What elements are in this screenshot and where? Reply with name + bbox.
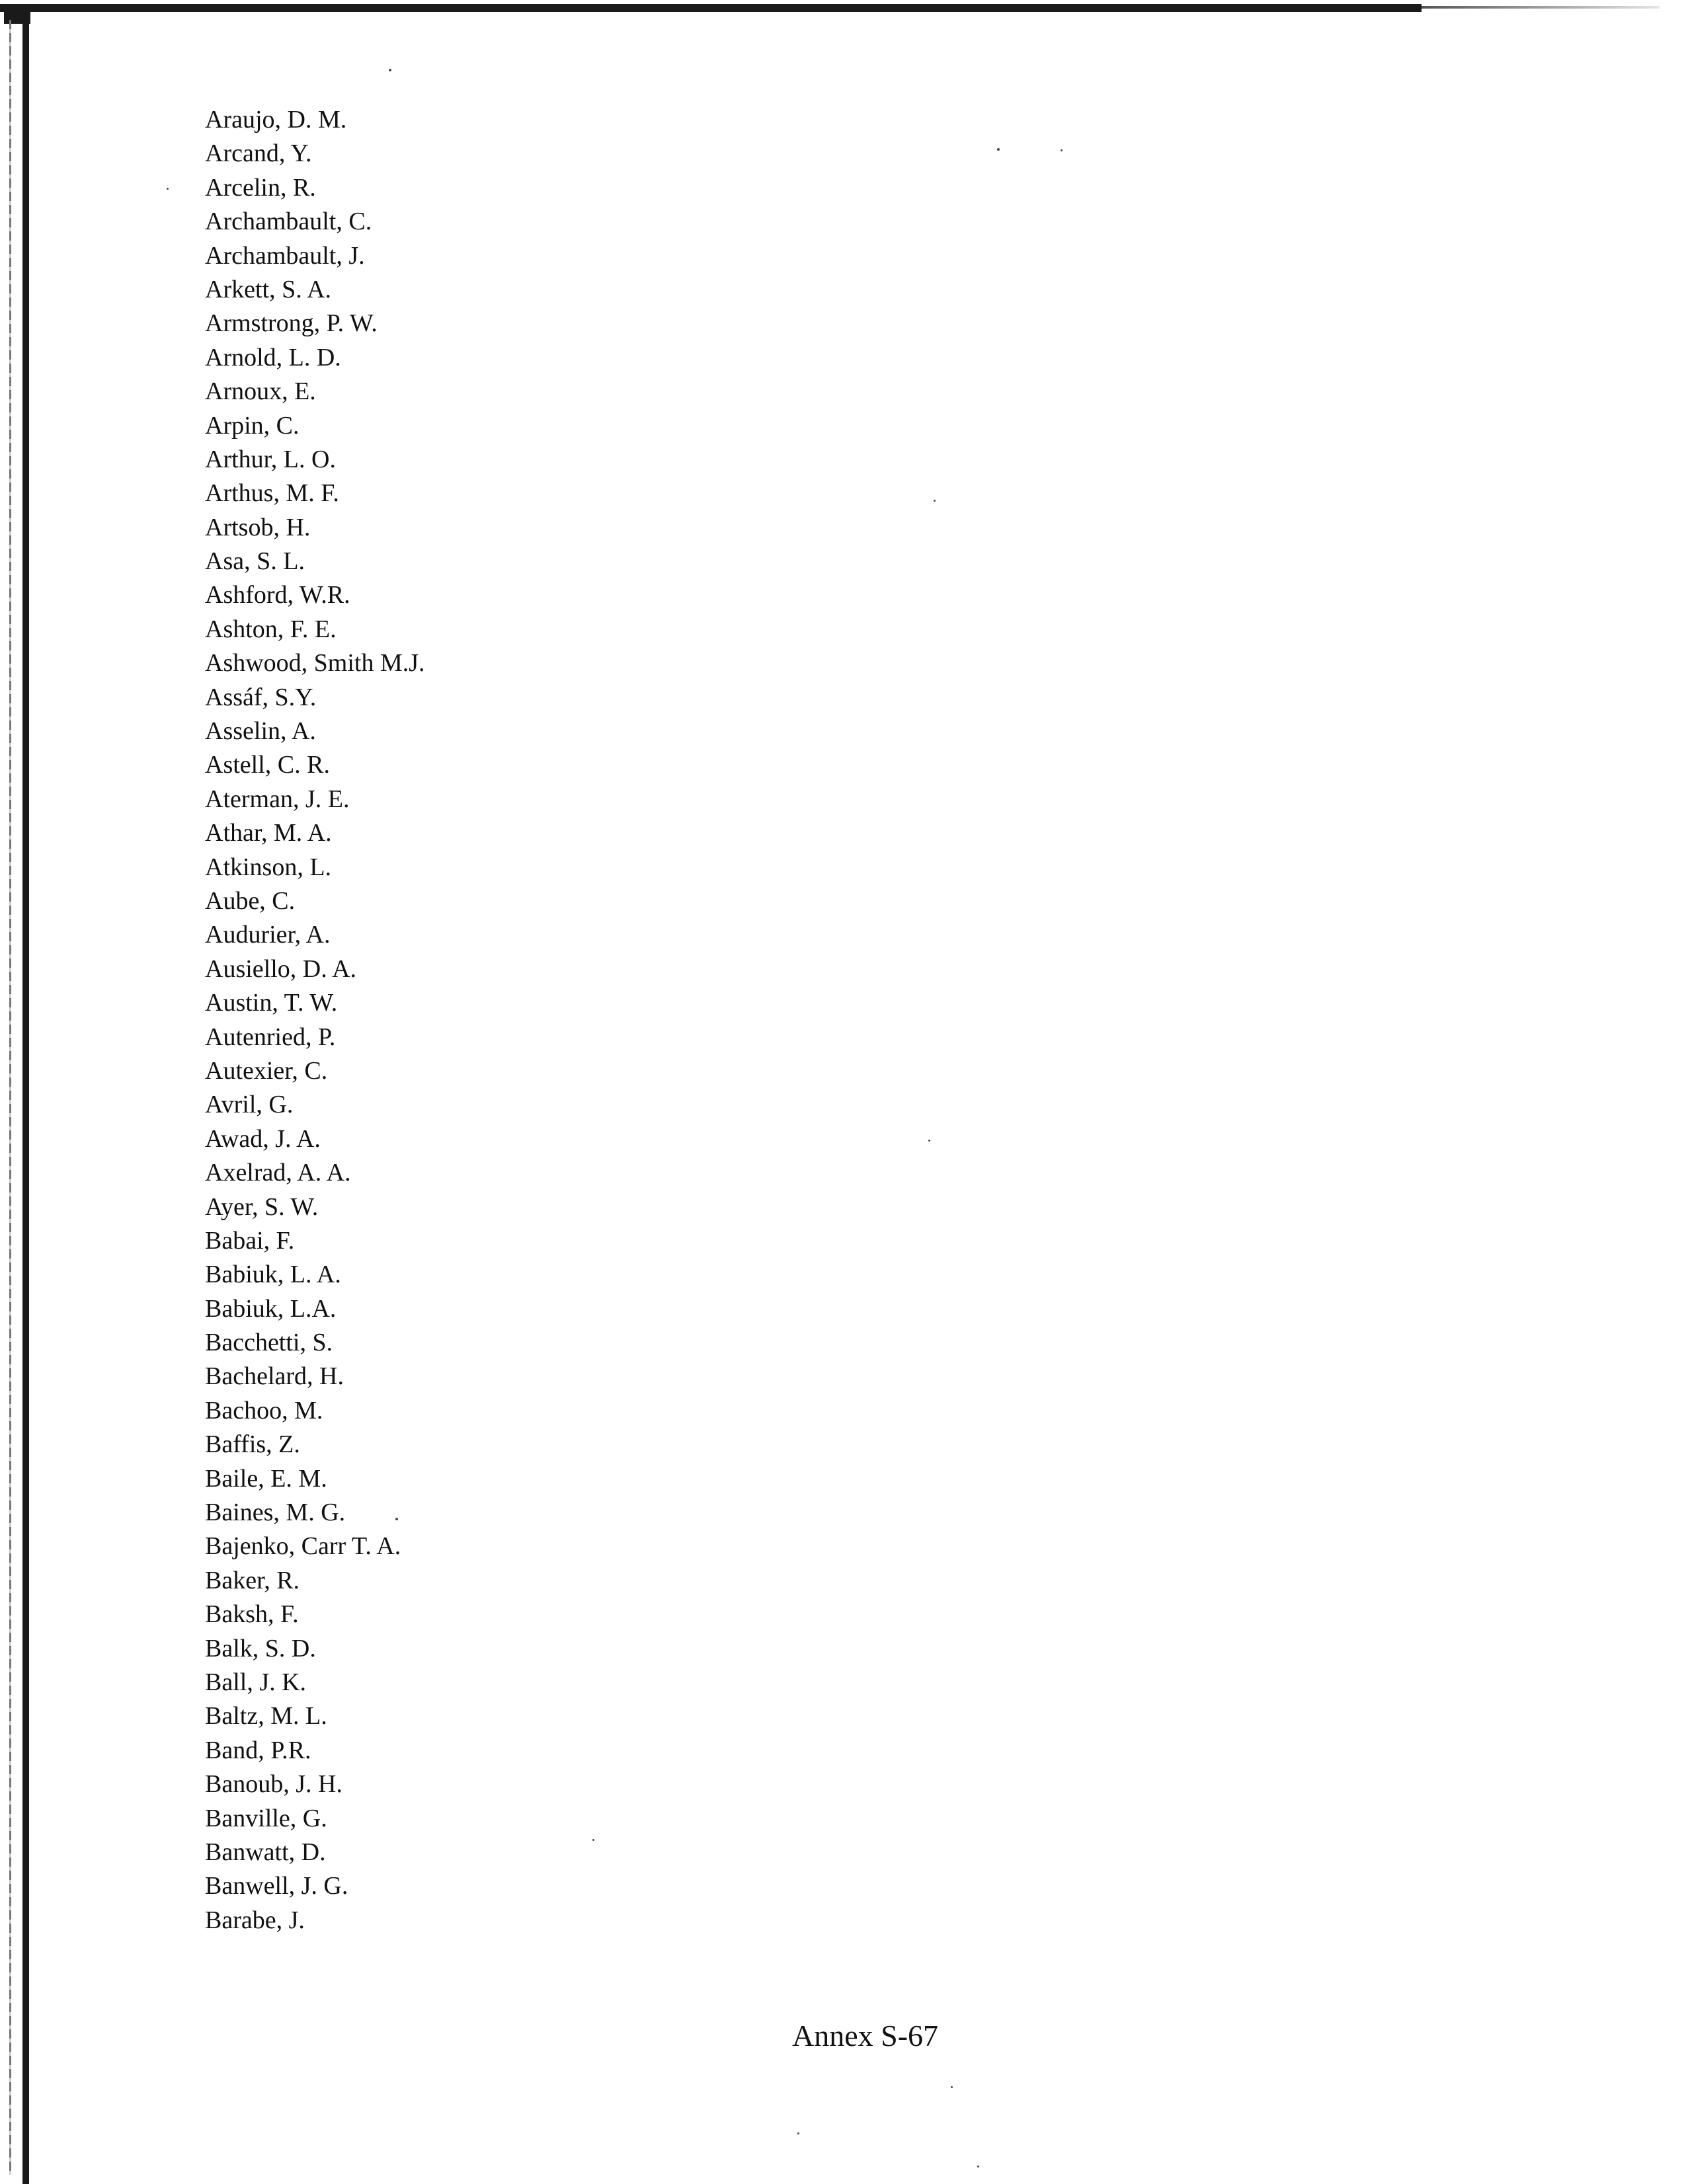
name-entry: Baksh, F. (205, 1600, 299, 1629)
top-border-rule (0, 4, 1422, 12)
name-entry: Athar, M. A. (205, 819, 332, 847)
name-entry: Babai, F. (205, 1226, 295, 1255)
name-entry: Atkinson, L. (205, 853, 332, 881)
scan-speck (1061, 149, 1063, 151)
left-border-scan-edge (9, 20, 11, 2175)
name-entry: Baines, M. G. (205, 1499, 346, 1527)
author-name-list (205, 103, 425, 1937)
name-entry: Ashford, W.R. (205, 581, 350, 609)
name-entry: Ashton, F. E. (205, 615, 337, 643)
name-entry: Avril, G. (205, 1091, 294, 1119)
scan-speck (997, 148, 1000, 151)
name-entry: Bachoo, M. (205, 1396, 323, 1424)
name-entry: Artsob, H. (205, 513, 311, 541)
name-entry: Arthus, M. F. (205, 479, 339, 508)
page-footer-label: Annex S-67 (792, 2019, 939, 2052)
name-entry: Asselin, A. (205, 717, 316, 746)
left-border-rule (22, 4, 29, 2184)
scan-speck (167, 188, 169, 190)
name-entry: Ball, J. K. (205, 1668, 307, 1696)
name-entry: Band, P.R. (205, 1736, 311, 1764)
scan-speck (934, 500, 936, 502)
name-entry: Barabe, J. (205, 1906, 305, 1934)
name-entry: Baltz, M. L. (205, 1702, 327, 1731)
name-entry: Baffis, Z. (205, 1430, 300, 1459)
name-entry: Babiuk, L. A. (205, 1261, 341, 1289)
name-entry: Arnold, L. D. (205, 343, 341, 371)
name-entry: Archambault, J. (205, 241, 365, 270)
name-entry: Armstrong, P. W. (205, 309, 378, 338)
name-entry: Ausiello, D. A. (205, 955, 357, 983)
name-entry: Axelrad, A. A. (205, 1159, 351, 1187)
name-entry: Banville, G. (205, 1804, 327, 1832)
name-entry: Asa, S. L. (205, 547, 305, 576)
name-entry: Araujo, D. M. (205, 106, 347, 134)
name-entry: Austin, T. W. (205, 989, 338, 1017)
name-entry: Awad, J. A. (205, 1124, 321, 1153)
scan-speck (797, 2132, 799, 2134)
name-entry: Baile, E. M. (205, 1464, 327, 1493)
scan-speck (592, 1839, 594, 1841)
name-entry: Arkett, S. A. (205, 275, 332, 303)
name-entry: Arthur, L. O. (205, 445, 336, 473)
name-entry: Aube, C. (205, 886, 296, 915)
scan-speck (977, 2165, 979, 2167)
name-entry: Balk, S. D. (205, 1634, 316, 1662)
name-entry: Babiuk, L.A. (205, 1294, 337, 1323)
name-entry: Aterman, J. E. (205, 785, 350, 813)
name-entry: Arcand, Y. (205, 139, 312, 168)
scan-speck (389, 69, 391, 71)
name-entry: Bacchetti, S. (205, 1329, 333, 1357)
name-entry: Ashwood, Smith M.J. (205, 649, 425, 678)
name-entry: Arcelin, R. (205, 173, 316, 202)
name-entry: Autenried, P. (205, 1023, 336, 1051)
name-entry: Bachelard, H. (205, 1362, 344, 1391)
name-entry: Astell, C. R. (205, 751, 330, 779)
name-entry: Bajenko, Carr T. A. (205, 1532, 401, 1561)
name-entry: Audurier, A. (205, 921, 331, 949)
name-entry: Arpin, C. (205, 411, 300, 440)
name-entry: Arnoux, E. (205, 377, 316, 406)
top-border-rule-fade (1422, 6, 1660, 9)
name-entry: Banwatt, D. (205, 1838, 326, 1866)
name-entry: Banoub, J. H. (205, 1770, 342, 1799)
name-entry: Archambault, C. (205, 208, 372, 236)
name-entry: Ayer, S. W. (205, 1192, 319, 1221)
name-entry: Banwell, J. G. (205, 1872, 348, 1900)
scan-speck (951, 2086, 953, 2088)
name-entry: Assáf, S.Y. (205, 683, 317, 711)
name-entry: Baker, R. (205, 1566, 300, 1594)
scan-speck (928, 1140, 930, 1142)
name-entry: Autexier, C. (205, 1056, 328, 1085)
